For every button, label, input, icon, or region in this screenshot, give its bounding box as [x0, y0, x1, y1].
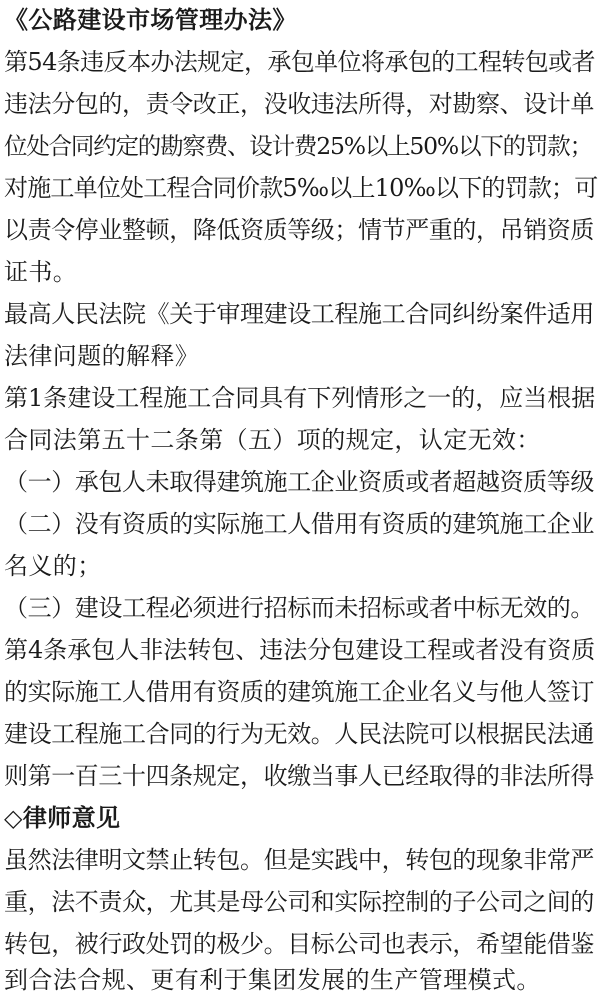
text-line: 的实际施工人借用有资质的建筑施工企业名义与他人签订: [4, 678, 594, 706]
text-line: 第4条承包人非法转包、违法分包建设工程或者没有资质: [4, 636, 596, 664]
text-line: 以责令停业整顿，降低资质等级；情节严重的，吊销资质: [4, 216, 594, 244]
text-line: 法律问题的解释》: [4, 342, 200, 370]
list-item: （二）没有资质的实际施工人借用有资质的建筑施工企业: [4, 510, 594, 538]
text-line: 则第一百三十四条规定，收缴当事人已经取得的非法所得: [4, 762, 594, 790]
text-line: 违法分包的，责令改正，没收违法所得，对勘察、设计单: [4, 90, 594, 118]
text-line: 虽然法律明文禁止转包。但是实践中，转包的现象非常严: [4, 846, 594, 874]
document-title: 《公路建设市场管理办法》: [4, 5, 297, 34]
text-line: 转包，被行政处罚的极少。目标公司也表示，希望能借鉴: [4, 930, 594, 958]
text-line: 证书。: [4, 258, 78, 286]
text-line: 对施工单位处工程合同价款5‰以上10‰以下的罚款；可: [4, 174, 598, 202]
text-line: 名义的；: [4, 552, 102, 580]
section-heading: ◇律师意见: [4, 803, 121, 832]
text-line: 位处合同约定的勘察费、设计费25%以上50%以下的罚款；: [4, 132, 592, 160]
text-line: 第54条违反本办法规定，承包单位将承包的工程转包或者: [4, 48, 595, 76]
text-line: 最高人民法院《关于审理建设工程施工合同纠纷案件适用: [4, 300, 594, 328]
text-line: 重，法不责众，尤其是母公司和实际控制的子公司之间的: [4, 888, 594, 916]
list-item: （三）建设工程必须进行招标而未招标或者中标无效的。: [4, 594, 594, 622]
list-item: （一）承包人未取得建筑施工企业资质或者超越资质等级: [4, 468, 594, 496]
text-line: 到合法合规、更有利于集团发展的生产管理模式。: [4, 966, 541, 994]
text-line: 建设工程施工合同的行为无效。人民法院可以根据民法通: [4, 720, 594, 748]
text-line: 合同法第五十二条第（五）项的规定，认定无效：: [4, 426, 541, 454]
text-line: 第1条建设工程施工合同具有下列情形之一的，应当根据: [4, 384, 596, 412]
